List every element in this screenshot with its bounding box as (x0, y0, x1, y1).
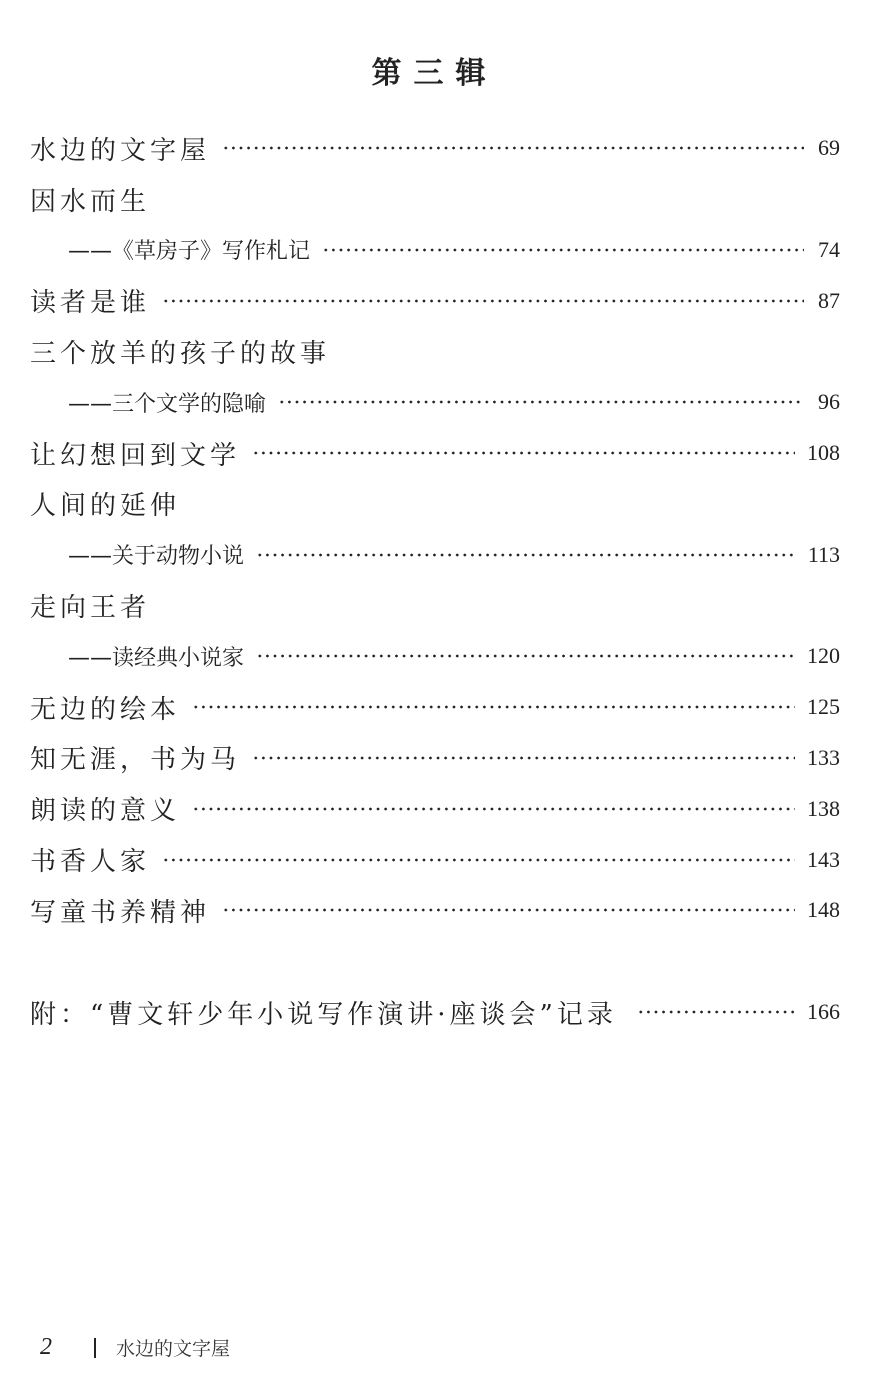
page-number: 2 (40, 1334, 52, 1360)
toc-entry[interactable] (30, 682, 840, 733)
entry-title: 写童书养精神 (30, 897, 211, 928)
entry-title: 人间的延伸 (30, 491, 181, 522)
entry-title: 水边的文字屋 (30, 135, 211, 166)
entry-subtitle: ——《草房子》写作札记 (68, 239, 311, 265)
entry-page: 87 (818, 287, 840, 313)
leader-dots (256, 653, 795, 659)
toc-entry[interactable] (30, 529, 840, 580)
entry-subtitle: ——关于动物小说 (68, 544, 245, 570)
toc-entry[interactable] (30, 479, 840, 530)
leader-dots (162, 298, 804, 304)
toc-entry[interactable] (30, 783, 840, 834)
entry-page: 138 (807, 795, 840, 821)
leader-dots (162, 857, 795, 863)
entry-subtitle: ——读经典小说家 (68, 645, 245, 671)
running-title: 水边的文字屋 (116, 1338, 231, 1360)
entry-title: 书香人家 (30, 847, 151, 878)
toc-entry-appendix[interactable] (30, 987, 840, 1037)
toc-entry[interactable] (30, 275, 840, 326)
leader-dots (192, 806, 795, 812)
leader-dots (256, 552, 796, 558)
entry-title: 无边的绘本 (30, 694, 181, 725)
toc-entry[interactable] (30, 580, 840, 631)
toc-entry[interactable] (30, 377, 840, 428)
leader-dots (637, 1009, 795, 1015)
entry-page: 69 (818, 135, 840, 161)
entry-page: 148 (807, 897, 840, 923)
entry-title: 让幻想回到文学 (30, 440, 241, 471)
entry-title: 附：“曹文轩少年小说写作演讲·座谈会”记录 (30, 999, 617, 1030)
page-footer (40, 1334, 230, 1361)
divider (94, 1338, 96, 1358)
toc-entry[interactable] (30, 733, 840, 784)
entry-page: 113 (807, 541, 840, 567)
table-of-contents (30, 123, 840, 936)
entry-page: 143 (807, 846, 840, 872)
leader-dots (252, 450, 795, 456)
toc-entry[interactable] (30, 225, 840, 276)
entry-page: 120 (807, 643, 840, 669)
toc-entry[interactable] (30, 174, 840, 225)
leader-dots (222, 145, 804, 151)
entry-title: 因水而生 (30, 186, 151, 217)
entry-subtitle: ——三个文学的隐喻 (68, 391, 267, 417)
entry-title: 三个放羊的孩子的故事 (30, 339, 331, 370)
entry-page: 74 (818, 236, 840, 262)
section-heading: 第三辑 (371, 56, 498, 91)
entry-title: 读者是谁 (30, 288, 151, 319)
entry-title: 朗读的意义 (30, 796, 181, 827)
toc-entry[interactable] (30, 631, 840, 682)
entry-page: 166 (807, 999, 840, 1024)
leader-dots (252, 755, 795, 761)
entry-title: 走向王者 (30, 593, 151, 624)
entry-page: 108 (807, 440, 840, 466)
entry-page: 125 (807, 694, 840, 720)
leader-dots (222, 907, 795, 913)
entry-page: 96 (818, 389, 840, 415)
entry-page: 133 (807, 744, 840, 770)
toc-entry[interactable] (30, 123, 840, 174)
leader-dots (192, 704, 795, 710)
leader-dots (322, 247, 804, 253)
entry-title: 知无涯，书为马 (30, 745, 241, 776)
toc-entry[interactable] (30, 834, 840, 885)
toc-entry[interactable] (30, 428, 840, 479)
leader-dots (278, 399, 804, 405)
toc-entry[interactable] (30, 885, 840, 936)
toc-entry[interactable] (30, 326, 840, 377)
